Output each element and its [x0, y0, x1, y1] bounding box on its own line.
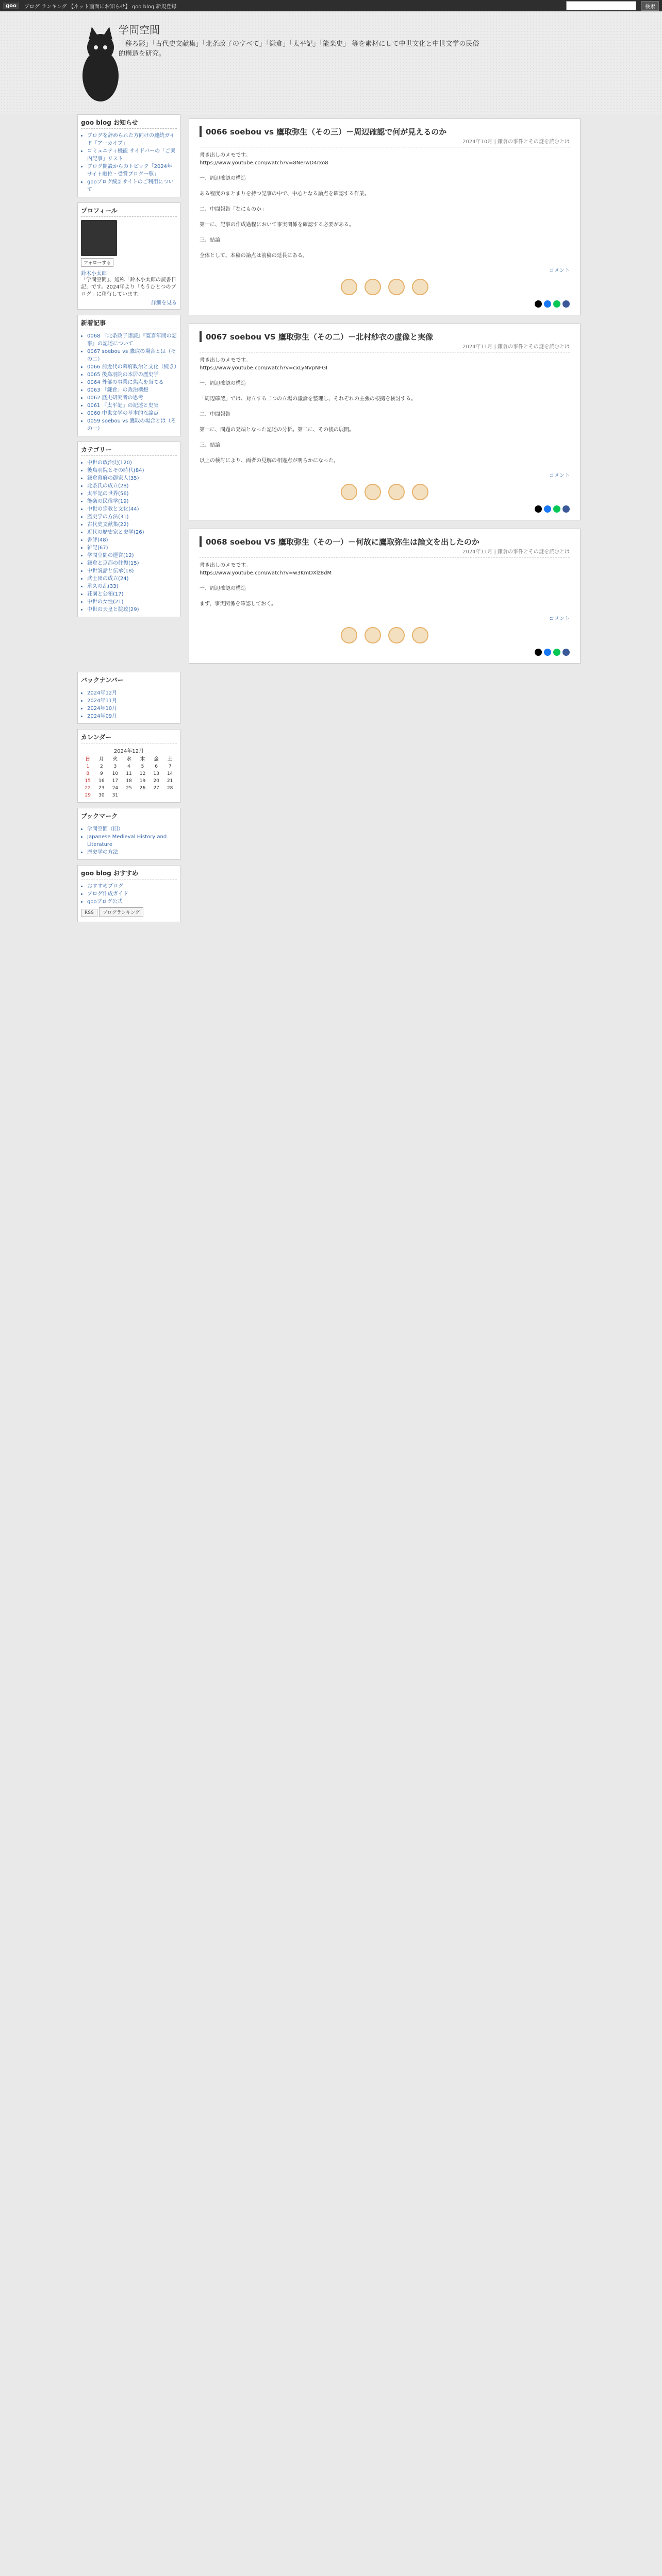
recent-item[interactable]: • 0066 前近代の幕府政治と文化（続き）	[87, 363, 177, 371]
calendar-day[interactable]: 14	[167, 771, 173, 776]
weekday-label: 月	[99, 757, 104, 762]
share-icon[interactable]	[562, 300, 570, 308]
category-title: カテゴリー	[81, 445, 177, 456]
share-icon[interactable]	[553, 300, 560, 308]
calendar-day[interactable]: 23	[98, 786, 105, 791]
archive-item[interactable]: • 2024年10月	[87, 705, 177, 713]
archive-item[interactable]: • 2024年09月	[87, 713, 177, 720]
comment-link[interactable]: コメント	[549, 473, 570, 479]
info-item[interactable]: • ブログを辞められた方向けの連続ガイド「アーカイブ」	[87, 132, 177, 147]
post-title[interactable]: 0068 soebou VS 鷹取弥生（その一）－何故に鷹取弥生は論文を出したのか	[200, 536, 570, 547]
profile-name[interactable]: 鈴木小太郎	[81, 271, 107, 277]
bloglist-item[interactable]: • おすすめブログ	[87, 883, 177, 890]
post-body: 書き出しのメモです。 https://www.youtube.com/watch?v=8NerwD4rxo8 一、周辺確認の構造 ある程度のまとまりを持つ記事の中で、中心となる論点を確認する作業。 二、中間報告「なにものか」 第一に、記事の作成過程において事実関係を確認する必要がある。 三、結論 全体として、本稿の論点は前稿の延長にある。	[200, 152, 370, 259]
archive-item[interactable]: • 2024年11月	[87, 697, 177, 705]
profile-title: プロフィール	[81, 206, 177, 217]
calendar-day[interactable]: 28	[167, 786, 173, 791]
post-date[interactable]: 2024年11月 | 鎌倉の事件とその謎を読むとは	[200, 547, 570, 557]
profile-more-link[interactable]: 詳細を見る	[151, 300, 177, 306]
topbar-links[interactable]: ブログ ランキング 【ネット画面にお知らせ】 goo blog 新規登録	[24, 4, 177, 10]
category-item[interactable]: • 近代の歴史家と史学(26)	[87, 529, 177, 536]
cat-illustration-icon	[77, 27, 124, 104]
category-item[interactable]: • 武士団の成立(24)	[87, 575, 177, 583]
calendar-day[interactable]	[150, 792, 163, 799]
share-icon[interactable]	[553, 649, 560, 656]
category-item[interactable]: • 北条氏の成立(28)	[87, 482, 177, 490]
bookmark-item[interactable]: • Japanese Medieval History and Literature	[87, 833, 177, 849]
info-title: goo blog お知らせ	[81, 118, 177, 129]
calendar-table	[81, 754, 177, 799]
calendar-day[interactable]: 8	[86, 771, 90, 776]
share-icon[interactable]	[562, 505, 570, 513]
archive-item[interactable]: • 2024年12月	[87, 689, 177, 697]
calendar-day[interactable]: 24	[112, 786, 119, 791]
category-item[interactable]: • 鎌倉と京都の往復(15)	[87, 560, 177, 567]
share-icon[interactable]	[535, 649, 542, 656]
category-list	[81, 459, 177, 614]
category-item[interactable]: • 承久の乱(33)	[87, 583, 177, 590]
category-item[interactable]: • 学問空間の運営(12)	[87, 552, 177, 560]
post-date[interactable]: 2024年10月 | 鎌倉の事件とその謎を読むとは	[200, 137, 570, 147]
calendar-day[interactable]: 18	[126, 778, 132, 784]
post	[189, 118, 581, 315]
calendar-day[interactable]: 22	[85, 786, 91, 791]
blog-header	[0, 11, 662, 114]
bloglist-item[interactable]: • gooブログ公式	[87, 898, 177, 906]
post	[189, 529, 581, 664]
reaction-stamp-icon[interactable]	[412, 627, 428, 643]
blog-description: 「移ろ影」「古代史文献集」「北条政子のすべて」「鎌倉」「太平記」「能楽史」 等を素材にして中世文化と中世文学の民俗的構造を研究。	[119, 40, 479, 58]
calendar-day[interactable]: 20	[153, 778, 159, 784]
weekday-label: 火	[112, 757, 118, 762]
calendar-day[interactable]: 4	[127, 764, 130, 769]
recent-box	[77, 315, 180, 436]
search-input[interactable]	[566, 1, 636, 10]
category-item[interactable]: • 古代史文献集(22)	[87, 521, 177, 529]
calendar-day[interactable]: 10	[112, 771, 119, 776]
calendar-day[interactable]: 1	[86, 764, 90, 769]
recent-list	[81, 332, 177, 433]
calendar-day[interactable]: 2	[100, 764, 103, 769]
calendar-day[interactable]: 6	[155, 764, 158, 769]
calendar-day[interactable]	[136, 792, 150, 799]
category-item[interactable]: • 太平記の世界(56)	[87, 490, 177, 498]
category-item[interactable]: • 中世の宗教と文化(44)	[87, 505, 177, 513]
post-body: 書き出しのメモです。 https://www.youtube.com/watch?v=cxLyNVpNFGI 一、周辺確認の構造 「周辺確認」では、対立する二つの立場の議論を整理し、それぞれの主張の根拠を検討する。 二、中間報告 第一に、問題の発端となった記述の分析。第二に、その後の展開。 三、結論 以上の検討により、両者の見解の相違点が明らかになった。	[200, 358, 416, 464]
calendar-day[interactable]: 15	[85, 778, 91, 784]
category-item[interactable]: • 鎌倉幕府の御家人(35)	[87, 474, 177, 482]
profile-avatar[interactable]	[81, 220, 117, 256]
category-item[interactable]: • 能楽の民俗学(19)	[87, 498, 177, 505]
calendar-day[interactable]: 3	[113, 764, 117, 769]
calendar-day[interactable]: 9	[100, 771, 103, 776]
recent-item[interactable]: • 0064 外部の事業に焦点を当てる	[87, 379, 177, 386]
recent-title: 新着記事	[81, 318, 177, 329]
post-list	[189, 118, 581, 664]
archive-list	[81, 689, 177, 720]
ranking-button[interactable]: ブログランキング	[99, 907, 143, 917]
calendar-day[interactable]: 26	[139, 786, 146, 791]
rss-button[interactable]: RSS	[81, 909, 97, 917]
recent-item[interactable]: • 0067 soebou vs 鷹取の場合とは（その二）	[87, 348, 177, 363]
info-list	[81, 132, 177, 194]
recent-item[interactable]: • 0065 後鳥羽院の本居の歴史学	[87, 371, 177, 379]
bookmark-list	[81, 825, 177, 856]
calendar-day[interactable]: 5	[141, 764, 144, 769]
calendar-title: カレンダー	[81, 733, 177, 743]
bookmark-item[interactable]: • 学問空間（旧）	[87, 825, 177, 833]
weekday-label: 金	[154, 757, 159, 762]
calendar-day[interactable]: 21	[167, 778, 173, 784]
calendar-day[interactable]: 25	[126, 786, 132, 791]
calendar-day[interactable]: 31	[112, 793, 119, 798]
calendar-day[interactable]: 11	[126, 771, 132, 776]
reaction-stamps	[200, 627, 570, 643]
info-item[interactable]: • コミュニティ機能 サイドバーの「ご案内記事」リスト	[87, 147, 177, 163]
share-icon[interactable]	[544, 300, 551, 308]
reaction-stamp-icon[interactable]	[388, 627, 405, 643]
bookmark-box	[77, 808, 180, 860]
profile-box	[77, 202, 180, 310]
reaction-stamp-icon[interactable]	[341, 627, 357, 643]
category-item[interactable]: • 荘園と公領(17)	[87, 590, 177, 598]
reaction-stamps	[200, 484, 570, 500]
category-item[interactable]: • 中世の政治史(120)	[87, 459, 177, 467]
category-box	[77, 442, 180, 617]
post-title[interactable]: 0067 soebou VS 鷹取弥生（その二）－北村紗衣の虚像と実像	[200, 331, 570, 342]
reaction-stamp-icon[interactable]	[341, 279, 357, 295]
weekday-label: 日	[85, 757, 90, 762]
recent-item[interactable]: • 0063 「鎌倉」の政治構想	[87, 386, 177, 394]
post-body: 書き出しのメモです。 https://www.youtube.com/watch?v=w3KmDXlz8dM 一、周辺確認の構造 まず、事実関係を確認しておく。	[200, 563, 332, 607]
category-item[interactable]: • 中世の天皇と院政(29)	[87, 606, 177, 614]
calendar-day[interactable]: 16	[98, 778, 105, 784]
post	[189, 324, 581, 520]
bookmark-item[interactable]: • 歴史学の方法	[87, 849, 177, 856]
bookmark-title: ブックマーク	[81, 811, 177, 822]
bloglist-list	[81, 883, 177, 906]
comment-link[interactable]: コメント	[549, 616, 570, 622]
share-buttons	[200, 649, 570, 656]
share-icon[interactable]	[562, 649, 570, 656]
sidebar	[77, 114, 180, 672]
share-icon[interactable]	[553, 505, 560, 513]
calendar-day[interactable]: 13	[153, 771, 159, 776]
calendar-day[interactable]: 19	[139, 778, 146, 784]
share-icon[interactable]	[535, 505, 542, 513]
archive-box	[77, 672, 180, 724]
recent-item[interactable]: • 0062 歴史研究者の思考	[87, 394, 177, 402]
post-date[interactable]: 2024年11月 | 鎌倉の事件とその謎を読むとは	[200, 342, 570, 352]
weekday-label: 木	[140, 757, 145, 762]
category-item[interactable]: • 書評(48)	[87, 536, 177, 544]
goo-logo[interactable]: goo	[3, 3, 19, 9]
post-title[interactable]: 0066 soebou vs 鷹取弥生（その三）－周辺確認で何が見えるのか	[200, 126, 570, 137]
recent-item[interactable]: • 0061 『太平記』の記述と史実	[87, 402, 177, 410]
reaction-stamp-icon[interactable]	[365, 627, 381, 643]
share-icon[interactable]	[544, 505, 551, 513]
share-icon[interactable]	[535, 300, 542, 308]
follow-button[interactable]: フォローする	[81, 258, 113, 267]
share-buttons	[200, 300, 570, 308]
reaction-stamp-icon[interactable]	[412, 279, 428, 295]
calendar-day[interactable]: 30	[98, 793, 105, 798]
blog-title[interactable]: 学問空間	[119, 24, 160, 36]
reaction-stamp-icon[interactable]	[365, 484, 381, 500]
share-icon[interactable]	[544, 649, 551, 656]
top-navigation-bar	[0, 0, 662, 11]
bloglist-box	[77, 865, 180, 922]
category-item[interactable]: • 中世説話と伝承(18)	[87, 567, 177, 575]
calendar-day[interactable]: 27	[153, 786, 159, 791]
main-content	[189, 114, 581, 672]
reaction-stamp-icon[interactable]	[412, 484, 428, 500]
calendar-day[interactable]	[122, 792, 136, 799]
archive-title: バックナンバー	[81, 675, 177, 686]
reaction-stamps	[200, 279, 570, 295]
weekday-label: 水	[126, 757, 131, 762]
calendar-day[interactable]: 17	[112, 778, 119, 784]
bloglist-item[interactable]: • ブログ作成ガイド	[87, 890, 177, 898]
calendar-day[interactable]: 7	[168, 764, 172, 769]
recent-item[interactable]: • 0060 中世文学の基本的な論点	[87, 410, 177, 417]
category-item[interactable]: • 中世の女性(21)	[87, 598, 177, 606]
category-item[interactable]: • 歴史学の方法(31)	[87, 513, 177, 521]
info-item[interactable]: • ブログ開設からのトピック「2024年サイト順位・受賞ブログ一覧」	[87, 163, 177, 178]
calendar-month: 2024年12月	[113, 749, 144, 754]
reaction-stamp-icon[interactable]	[388, 279, 405, 295]
search-button[interactable]: 検索	[641, 1, 659, 11]
comment-link[interactable]: コメント	[549, 268, 570, 274]
calendar-box	[77, 729, 180, 803]
share-buttons	[200, 505, 570, 513]
calendar-day[interactable]	[163, 792, 177, 799]
calendar-day[interactable]: 12	[139, 771, 146, 776]
weekday-label: 土	[168, 757, 173, 762]
reaction-stamp-icon[interactable]	[365, 279, 381, 295]
profile-text: 「学問空間」、通称「鈴木小太郎の読書日記」です。2024年より「もうひとつのブログ」に移行しています。	[81, 277, 176, 297]
bloglist-title: goo blog おすすめ	[81, 869, 177, 879]
reaction-stamp-icon[interactable]	[388, 484, 405, 500]
category-item[interactable]: • 雑記(67)	[87, 544, 177, 552]
info-item[interactable]: • gooブログ統計サイトのご利用について	[87, 178, 177, 194]
reaction-stamp-icon[interactable]	[341, 484, 357, 500]
info-box	[77, 114, 180, 197]
category-item[interactable]: • 後鳥羽院とその時代(84)	[87, 467, 177, 474]
recent-item[interactable]: • 0068 『北条政子譜読』『寛喜年間の記事』の記述について	[87, 332, 177, 348]
calendar-day[interactable]: 29	[85, 793, 91, 798]
sidebar-lower	[77, 672, 180, 927]
recent-item[interactable]: • 0059 soebou vs 鷹取の場合とは（その一）	[87, 417, 177, 433]
